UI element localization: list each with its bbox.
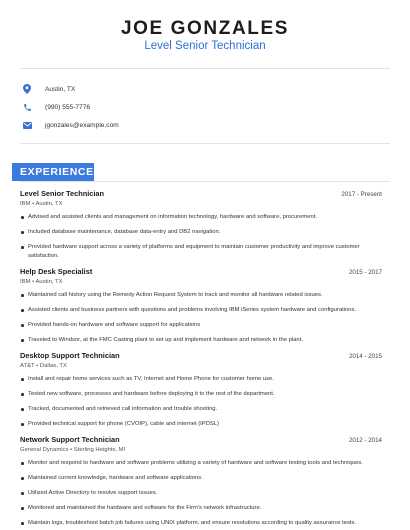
bullet-item: Tested new software, processes and hardware before deploying it to the rest of the department. (20, 390, 382, 399)
bullet-item: Provided hardware support across a variety of platforms and equipment to maintain customer productivity and improve customer satisfaction. (20, 243, 382, 260)
job-bullets (20, 459, 382, 528)
job-title: Network Support Technician (20, 435, 120, 444)
job-dates: 2014 - 2015 (348, 353, 382, 360)
job-employer: General Dynamics • Sterling Heights, MI (20, 447, 126, 453)
header-divider (20, 68, 390, 69)
contact-location (22, 82, 75, 96)
bullet-item: Install and repair home services such as TV, Internet and Home Phone for customer home use. (20, 375, 382, 384)
bullet-item: Monitor and respond to hardware and software problems utilizing a variety of hardware and software testing tools and techniques. (20, 459, 382, 468)
phone-icon (22, 102, 32, 112)
bullet-item: Provided hands-on hardware and software support for applications (20, 321, 382, 330)
bullet-item: Assisted clients and business partners with questions and problems involving IBM iSeries system hardware and configurations. (20, 306, 382, 315)
job-employer: IBM • Austin, TX (20, 279, 63, 285)
phone-text: (990) 555-7776 (45, 103, 91, 111)
bullet-item: Maintained current knowledge, hardware and software applications. (20, 474, 382, 483)
job-entry (20, 189, 382, 261)
bullet-item: Provided technical support for phone (CVOIP), cable and internet (IPDSL) (20, 420, 382, 429)
job-dates: 2017 - Present (341, 191, 382, 198)
job-entry (20, 351, 382, 429)
job-employer: IBM • Austin, TX (20, 201, 63, 207)
bullet-item: Traveled to Windsor, at the FMC Casting plant to set up and implement hardware and network in the plant. (20, 336, 382, 345)
bullet-item: Maintain logs, troubleshoot batch job failures using UNIX platform, and ensure resolutions according to quality assurance tests. (20, 519, 382, 528)
contact-phone (22, 100, 90, 114)
email-text: jgonzales@example.com (45, 121, 119, 129)
job-headline: Level Senior Technician (144, 40, 266, 52)
job-bullets (20, 291, 382, 345)
map-pin-icon (22, 84, 32, 94)
job-employer: AT&T • Dallas, TX (20, 363, 67, 369)
candidate-name: JOE GONZALES (120, 18, 290, 39)
job-title: Level Senior Technician (20, 189, 105, 198)
experience-section-header: EXPERIENCE (12, 163, 94, 181)
job-entry (20, 435, 382, 528)
job-bullets (20, 213, 382, 260)
job-bullets (20, 375, 382, 429)
contact-divider (20, 143, 390, 144)
bullet-item: Monitored and maintained the hardware and software for the Firm's network infrastructure. (20, 504, 382, 513)
job-dates: 2012 - 2014 (348, 437, 382, 444)
bullet-item: Included database maintenance, database data-entry and DB2 navigation. (20, 228, 382, 237)
job-entry (20, 267, 382, 345)
bullet-item: Advised and assisted clients and management on information technology, hardware and software, procurement. (20, 213, 382, 222)
envelope-icon (22, 120, 32, 130)
location-text: Austin, TX (45, 85, 76, 93)
section-divider (20, 181, 390, 182)
job-title: Help Desk Specialist (20, 267, 93, 276)
job-dates: 2015 - 2017 (348, 269, 382, 276)
bullet-item: Utilized Active Directory to resolve support issues. (20, 489, 382, 498)
contact-email (22, 118, 119, 132)
bullet-item: Maintained call history using the Remedy Action Request System to track and monitor all hardware related issues. (20, 291, 382, 300)
job-title: Desktop Support Technician (20, 351, 120, 360)
bullet-item: Tracked, documented and retrieved call information and trouble shooting. (20, 405, 382, 414)
